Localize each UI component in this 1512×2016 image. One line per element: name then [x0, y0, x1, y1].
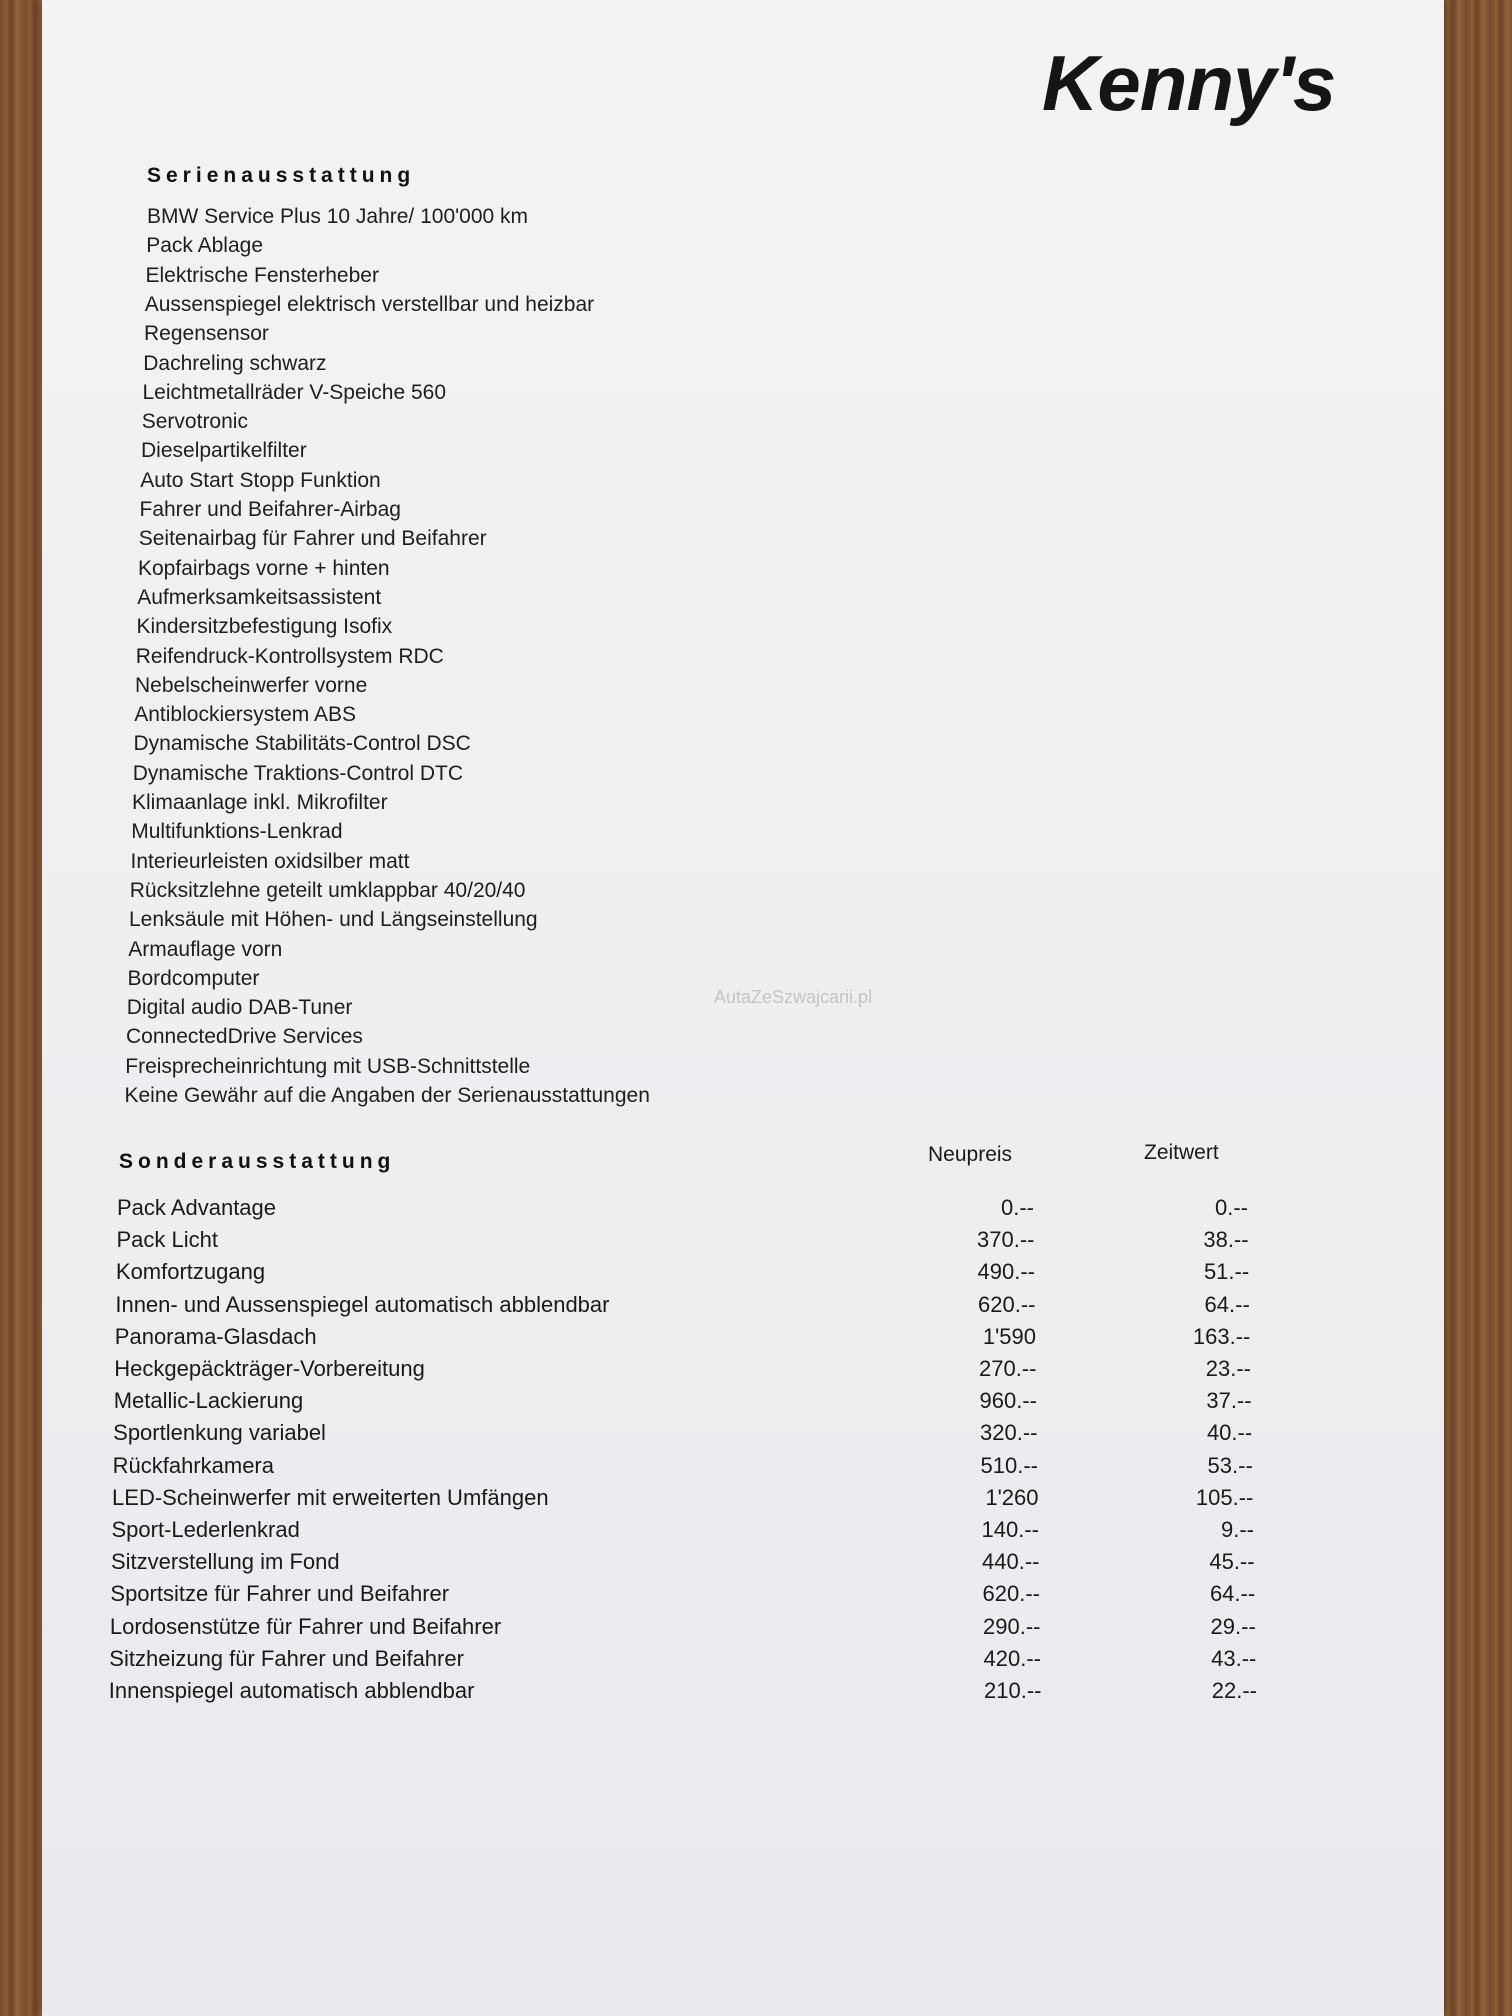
- table-row: [42, 1292, 1342, 1320]
- standard-equipment-item: Pack Ablage: [146, 234, 264, 258]
- table-row: [42, 1227, 1342, 1255]
- table-row: [42, 1324, 1342, 1352]
- standard-equipment-item: Multifunktions-Lenkrad: [131, 820, 343, 844]
- option-name: Rückfahrkamera: [112, 1452, 274, 1478]
- option-current-value: 64.--: [1209, 1581, 1256, 1607]
- table-row: [42, 1195, 1342, 1223]
- standard-equipment-item: Antiblockiersystem ABS: [134, 703, 357, 727]
- option-new-price: 270.--: [979, 1356, 1037, 1381]
- option-new-price: 490.--: [977, 1259, 1035, 1285]
- standard-equipment-item: Elektrische Fensterheber: [145, 263, 379, 287]
- option-current-value: 40.--: [1206, 1420, 1253, 1446]
- option-new-price: 1'260: [985, 1484, 1039, 1510]
- standard-equipment-item: Freisprecheinrichtung mit USB-Schnittstelle: [125, 1054, 531, 1078]
- standard-equipment-item: Kopfairbags vorne + hinten: [138, 556, 390, 580]
- option-name: Sportsitze für Fahrer und Beifahrer: [110, 1581, 450, 1607]
- option-current-value: 23.--: [1205, 1356, 1251, 1381]
- option-name: Komfortzugang: [115, 1259, 266, 1285]
- optional-equipment-title: Sonderausstattung: [119, 1150, 396, 1173]
- option-current-value: 64.--: [1204, 1291, 1250, 1317]
- option-name: Pack Advantage: [117, 1195, 277, 1220]
- option-new-price: 420.--: [983, 1645, 1041, 1671]
- standard-equipment-item: Aufmerksamkeitsassistent: [137, 585, 382, 609]
- option-new-price: 0.--: [1001, 1195, 1034, 1220]
- table-row: [42, 1678, 1342, 1706]
- table-row: [42, 1388, 1342, 1416]
- standard-equipment-item: Dynamische Stabilitäts-Control DSC: [133, 732, 471, 756]
- option-new-price: 960.--: [979, 1388, 1037, 1414]
- standard-equipment-item: ConnectedDrive Services: [126, 1025, 363, 1049]
- standard-equipment-item: Leichtmetallräder V-Speiche 560: [142, 380, 447, 404]
- option-name: Innenspiegel automatisch abblendbar: [108, 1678, 475, 1703]
- standard-equipment-item: Kindersitzbefestigung Isofix: [136, 615, 393, 639]
- option-current-value: 38.--: [1203, 1227, 1249, 1253]
- option-new-price: 510.--: [980, 1452, 1038, 1478]
- standard-equipment-item: BMW Service Plus 10 Jahre/ 100'000 km: [147, 205, 529, 228]
- column-header-new-price: Neupreis: [928, 1143, 1013, 1166]
- standard-equipment-item: Dieselpartikelfilter: [141, 439, 307, 463]
- column-header-current-value: Zeitwert: [1144, 1141, 1219, 1164]
- option-current-value: 45.--: [1209, 1549, 1255, 1575]
- option-name: Heckgepäckträger-Vorbereitung: [114, 1356, 425, 1381]
- table-row: [42, 1581, 1342, 1609]
- standard-equipment-item: Aussenspiegel elektrisch verstellbar und heizbar: [144, 292, 595, 316]
- option-new-price: 620.--: [978, 1291, 1036, 1317]
- document-page: [42, 0, 1444, 2016]
- standard-equipment-item: Klimaanlage inkl. Mikrofilter: [132, 791, 388, 814]
- option-name: Metallic-Lackierung: [113, 1388, 304, 1414]
- option-current-value: 22.--: [1211, 1678, 1257, 1703]
- option-new-price: 210.--: [984, 1678, 1042, 1703]
- table-row: [42, 1259, 1342, 1287]
- option-name: Pack Licht: [116, 1227, 218, 1253]
- watermark: AutaZeSzwajcarii.pl: [714, 987, 873, 1007]
- option-name: Sportlenkung variabel: [113, 1420, 326, 1446]
- option-current-value: 9.--: [1221, 1517, 1254, 1542]
- table-row: [42, 1453, 1342, 1481]
- option-current-value: 163.--: [1192, 1323, 1251, 1349]
- standard-equipment-item: Dachreling schwarz: [143, 351, 327, 375]
- option-new-price: 370.--: [977, 1227, 1035, 1253]
- option-name: Sport-Lederlenkrad: [111, 1517, 300, 1542]
- brand-logo: Kenny's: [1042, 39, 1336, 127]
- standard-equipment-item: Bordcomputer: [127, 966, 260, 990]
- table-row: [42, 1517, 1342, 1545]
- table-row: [42, 1356, 1342, 1384]
- standard-equipment-item: Regensensor: [144, 322, 269, 346]
- option-name: Panorama-Glasdach: [114, 1323, 317, 1349]
- option-name: Lordosenstütze für Fahrer und Beifahrer: [109, 1613, 502, 1639]
- option-new-price: 140.--: [981, 1517, 1039, 1542]
- option-new-price: 620.--: [982, 1581, 1040, 1607]
- standard-equipment-item: Keine Gewähr auf die Angaben der Serienausstattungen: [124, 1084, 650, 1107]
- wood-background-right: [1442, 0, 1512, 2016]
- option-current-value: 43.--: [1211, 1645, 1257, 1671]
- standard-equipment-item: Seitenairbag für Fahrer und Beifahrer: [138, 527, 487, 551]
- standard-equipment-item: Rücksitzlehne geteilt umklappbar 40/20/40: [129, 878, 526, 902]
- option-name: Innen- und Aussenspiegel automatisch abblendbar: [115, 1291, 610, 1317]
- standard-equipment-item: Armauflage vorn: [128, 937, 283, 961]
- standard-equipment-item: Nebelscheinwerfer vorne: [135, 673, 368, 697]
- option-new-price: 1'590: [982, 1323, 1036, 1349]
- standard-equipment-item: Dynamische Traktions-Control DTC: [132, 761, 464, 785]
- standard-equipment-item: Servotronic: [141, 410, 248, 434]
- option-name: Sitzheizung für Fahrer und Beifahrer: [109, 1645, 464, 1671]
- table-row: [42, 1420, 1342, 1448]
- option-current-value: 37.--: [1206, 1388, 1252, 1414]
- standard-equipment-item: Interieurleisten oxidsilber matt: [130, 849, 410, 873]
- option-new-price: 320.--: [980, 1420, 1038, 1446]
- table-row: [42, 1549, 1342, 1577]
- option-new-price: 440.--: [982, 1549, 1040, 1575]
- table-row: [42, 1646, 1342, 1674]
- option-current-value: 0.--: [1215, 1195, 1248, 1220]
- standard-equipment-item: Lenksäule mit Höhen- und Längseinstellung: [129, 908, 538, 932]
- standard-equipment-item: Digital audio DAB-Tuner: [126, 996, 353, 1020]
- standard-equipment-item: Auto Start Stopp Funktion: [140, 468, 381, 492]
- table-row: [42, 1485, 1342, 1513]
- option-name: Sitzverstellung im Fond: [110, 1549, 340, 1575]
- standard-equipment-title: Serienausstattung: [147, 164, 416, 187]
- standard-equipment-item: Reifendruck-Kontrollsystem RDC: [135, 644, 444, 668]
- option-current-value: 29.--: [1210, 1613, 1256, 1639]
- option-new-price: 290.--: [983, 1613, 1041, 1639]
- standard-equipment-item: Fahrer und Beifahrer-Airbag: [139, 498, 401, 521]
- option-name: LED-Scheinwerfer mit erweiterten Umfängen: [112, 1484, 549, 1510]
- table-row: [42, 1614, 1342, 1642]
- option-current-value: 53.--: [1207, 1452, 1253, 1478]
- option-current-value: 51.--: [1203, 1259, 1250, 1285]
- option-current-value: 105.--: [1195, 1484, 1254, 1510]
